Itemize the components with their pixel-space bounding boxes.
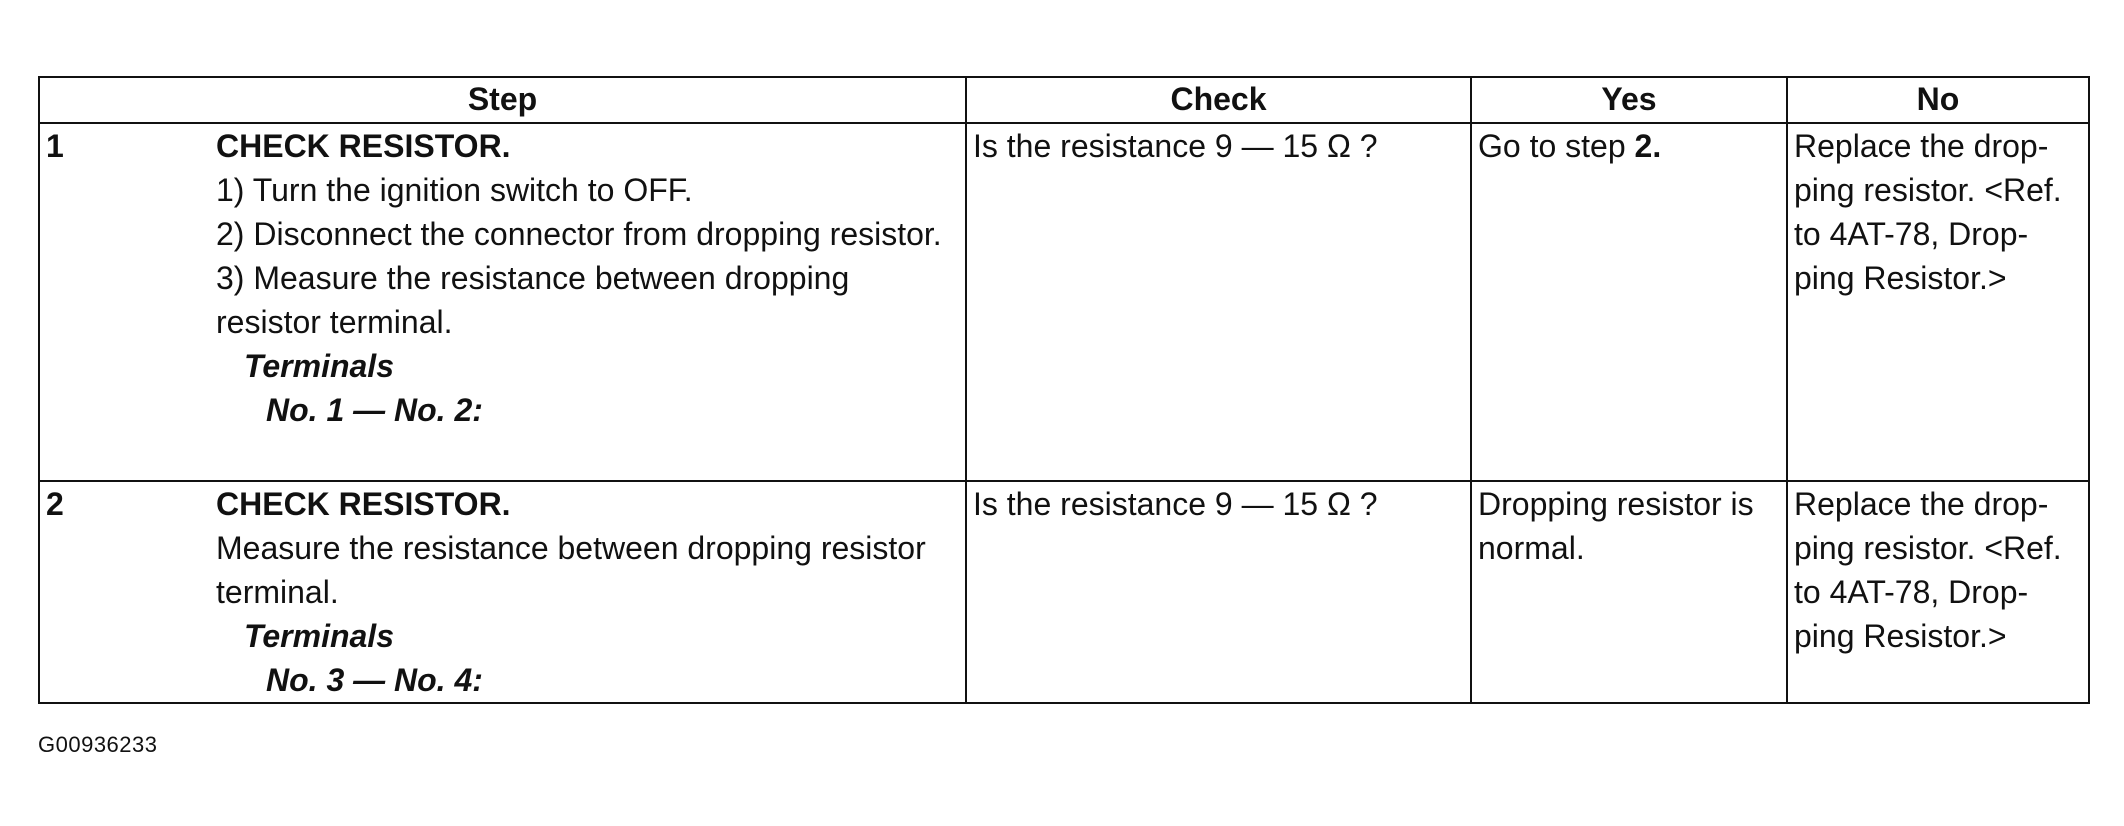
step-body xyxy=(216,124,959,432)
step-number: 2 xyxy=(46,486,64,522)
check-cell: Is the resistance 9 — 15 Ω ? xyxy=(966,123,1471,481)
header-no: No xyxy=(1787,77,2089,123)
terminals-label: Terminals xyxy=(244,618,394,654)
header-check: Check xyxy=(966,77,1471,123)
header-yes: Yes xyxy=(1471,77,1787,123)
no-cell: Replace the drop-ping resistor. <Ref. to 4AT-78, Drop-ping Resistor.> xyxy=(1787,481,2089,703)
step-instruction: 2) Disconnect the connector from dropping resistor. xyxy=(216,216,942,252)
diagnostic-table xyxy=(38,76,2090,704)
terminals-value: No. 3 — No. 4: xyxy=(266,662,483,698)
terminals-label: Terminals xyxy=(244,348,394,384)
step-instruction: 1) Turn the ignition switch to OFF. xyxy=(216,172,693,208)
step-body xyxy=(216,482,959,702)
step-cell xyxy=(39,481,966,703)
yes-text: Dropping resistor is normal. xyxy=(1478,486,1754,566)
check-cell: Is the resistance 9 — 15 Ω ? xyxy=(966,481,1471,703)
table-row xyxy=(39,481,2089,703)
yes-text: Go to step xyxy=(1478,128,1635,164)
yes-cell xyxy=(1471,481,1787,703)
step-instruction: 3) Measure the resistance between dropping resistor terminal. xyxy=(216,260,850,340)
figure-id: G00936233 xyxy=(38,732,158,757)
header-row xyxy=(39,77,2089,123)
step-cell xyxy=(39,123,966,481)
step-title: CHECK RESISTOR. xyxy=(216,486,511,522)
step-number: 1 xyxy=(46,128,64,164)
header-step: Step xyxy=(39,77,966,123)
yes-cell xyxy=(1471,123,1787,481)
terminals-value: No. 1 — No. 2: xyxy=(266,392,483,428)
step-title: CHECK RESISTOR. xyxy=(216,128,511,164)
table-row xyxy=(39,123,2089,481)
no-cell: Replace the drop-ping resistor. <Ref. to 4AT-78, Drop-ping Resistor.> xyxy=(1787,123,2089,481)
step-instruction: Measure the resistance between dropping resistor terminal. xyxy=(216,530,926,610)
step-reference: 2. xyxy=(1634,128,1662,164)
